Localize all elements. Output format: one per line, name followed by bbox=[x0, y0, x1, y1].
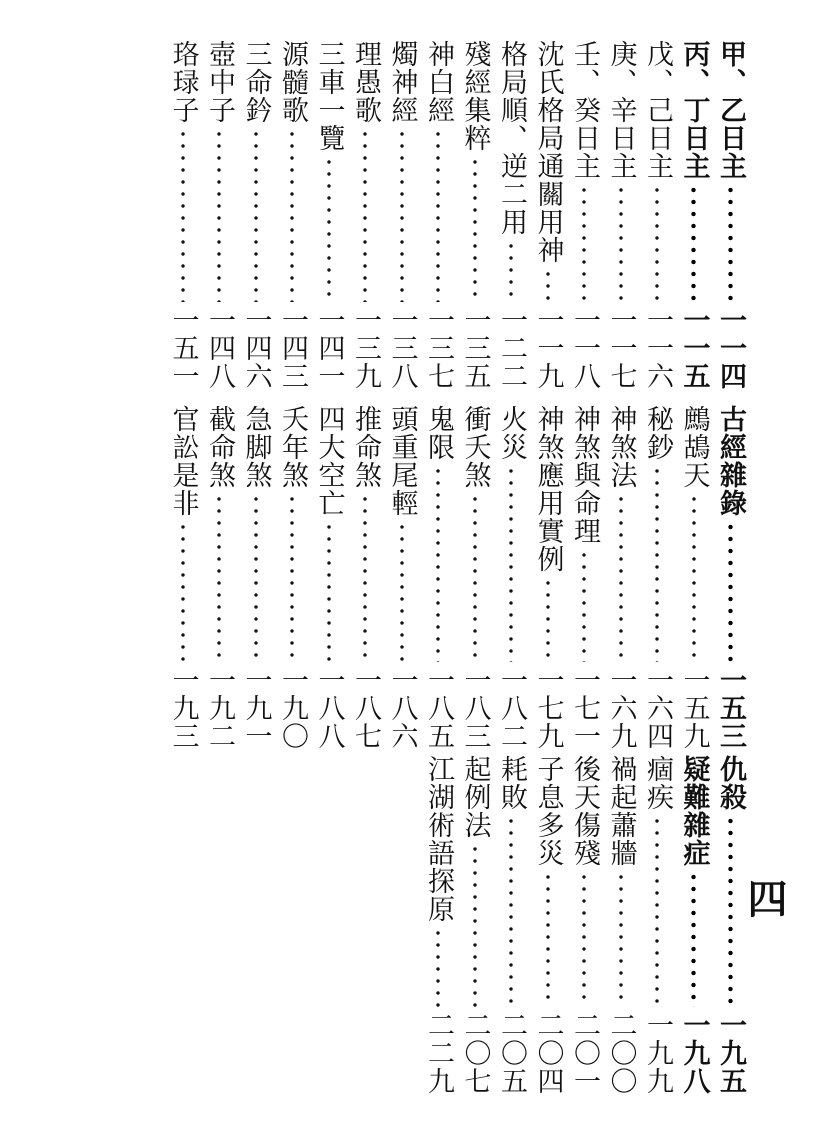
toc-entry-title: 理愚歌 bbox=[350, 40, 381, 124]
toc-entry bbox=[639, 40, 675, 390]
toc-entry-page: 一八六 bbox=[386, 666, 418, 750]
toc-entry-title: 甲、乙日主 bbox=[715, 40, 746, 180]
toc-leader-dots bbox=[217, 493, 221, 662]
toc-entry-page: 一六九 bbox=[605, 666, 637, 750]
toc-entry bbox=[384, 405, 420, 750]
toc-entry bbox=[566, 405, 602, 750]
toc-entry-title: 秘鈔 bbox=[642, 405, 673, 461]
toc-leader-dots bbox=[290, 128, 294, 302]
toc-entry-page: 一三八 bbox=[386, 306, 418, 390]
toc-entry-title: 起例法 bbox=[459, 755, 491, 839]
toc-entry-title: 神煞法 bbox=[605, 405, 637, 489]
toc-entry-title: 耗敗 bbox=[496, 755, 527, 811]
toc-entry bbox=[165, 405, 201, 750]
toc-entry-title: 壬、癸日主 bbox=[569, 40, 600, 180]
toc-entry-page: 一九八 bbox=[678, 1011, 710, 1095]
toc-entry bbox=[347, 405, 383, 750]
toc-entry bbox=[238, 405, 274, 750]
toc-leader-dots bbox=[582, 184, 586, 302]
toc-entry bbox=[712, 40, 748, 390]
toc-entry-title: 戊、己日主 bbox=[642, 40, 673, 180]
toc-band-middle bbox=[0, 405, 823, 750]
toc-entry-page: 一三五 bbox=[459, 306, 491, 390]
toc-entry bbox=[639, 405, 675, 750]
toc-entry bbox=[384, 40, 420, 390]
toc-entry-title: 仇殺 bbox=[715, 755, 746, 811]
toc-entry bbox=[530, 40, 566, 390]
toc-leader-dots bbox=[691, 871, 696, 1007]
toc-entry bbox=[311, 405, 347, 750]
toc-leader-dots bbox=[436, 927, 440, 1007]
toc-leader-dots bbox=[290, 493, 294, 662]
toc-leader-dots bbox=[363, 493, 367, 662]
toc-leader-dots bbox=[655, 815, 659, 1007]
toc-entry-title: 四大空亡 bbox=[313, 405, 345, 517]
toc-entry bbox=[603, 755, 639, 1095]
toc-entry-title: 殘經集粹 bbox=[459, 40, 491, 152]
toc-entry-page: 一一五 bbox=[678, 306, 710, 390]
toc-leader-dots bbox=[619, 493, 623, 662]
toc-entry-title: 三車一覽 bbox=[313, 40, 345, 152]
toc-entry bbox=[274, 40, 310, 390]
toc-entry-page: 一四一 bbox=[313, 306, 345, 390]
toc-entry bbox=[238, 40, 274, 390]
toc-entry bbox=[420, 405, 456, 750]
toc-entry-title: 沈氏格局通關用神 bbox=[532, 40, 564, 264]
toc-entry-title: 火災 bbox=[496, 405, 527, 461]
toc-entry-title: 珞琭子 bbox=[167, 40, 199, 124]
toc-entry-title: 神煞應用實例 bbox=[532, 405, 564, 573]
toc-entry-page: 一一六 bbox=[642, 306, 673, 390]
toc-leader-dots bbox=[728, 184, 733, 302]
toc-entry-title: 庚、辛日主 bbox=[605, 40, 637, 180]
toc-entry bbox=[603, 405, 639, 750]
toc-entry-page: 一四六 bbox=[240, 306, 272, 390]
toc-leader-dots bbox=[509, 240, 513, 302]
toc-leader-dots bbox=[582, 549, 586, 662]
toc-leader-dots bbox=[473, 493, 477, 662]
toc-entry bbox=[566, 40, 602, 390]
toc-entry-page: 一一八 bbox=[569, 306, 600, 390]
toc-entry bbox=[712, 405, 748, 750]
toc-entry-page: 一二二 bbox=[496, 306, 527, 390]
toc-leader-dots bbox=[327, 521, 331, 662]
toc-entry bbox=[347, 40, 383, 390]
toc-entry bbox=[420, 40, 456, 390]
toc-leader-dots bbox=[619, 184, 623, 302]
toc-entry-page: 一八八 bbox=[313, 666, 345, 750]
toc-entry-title: 夭年煞 bbox=[277, 405, 308, 489]
toc-leader-dots bbox=[400, 521, 404, 662]
toc-leader-dots bbox=[655, 184, 659, 302]
toc-leader-dots bbox=[546, 577, 550, 662]
toc-entry-page: 一七一 bbox=[569, 666, 600, 750]
toc-entry bbox=[274, 405, 310, 750]
toc-leader-dots bbox=[254, 493, 258, 662]
toc-entry-page: 一九九 bbox=[642, 1011, 673, 1095]
toc-entry-page: 二〇七 bbox=[459, 1011, 491, 1095]
toc-entry-title: 格局順、逆二用 bbox=[496, 40, 527, 236]
toc-entry-title: 燭神經 bbox=[386, 40, 418, 124]
toc-entry bbox=[201, 40, 237, 390]
toc-entry-page: 一八七 bbox=[350, 666, 381, 750]
toc-entry bbox=[712, 755, 748, 1095]
page-number: 四 bbox=[741, 878, 788, 918]
toc-leader-dots bbox=[655, 465, 659, 662]
toc-entry-title: 丙、丁日主 bbox=[678, 40, 710, 180]
toc-leader-dots bbox=[728, 815, 733, 1007]
toc-entry-title: 截命煞 bbox=[204, 405, 235, 489]
toc-entry bbox=[530, 405, 566, 750]
toc-entry-title: 源髓歌 bbox=[277, 40, 308, 124]
toc-entry-page: 一八二 bbox=[496, 666, 527, 750]
toc-entry-title: 後天傷殘 bbox=[569, 755, 600, 867]
toc-entry bbox=[201, 405, 237, 750]
toc-entry-title: 鬼限 bbox=[423, 405, 454, 461]
toc-entry-page: 一三七 bbox=[423, 306, 454, 390]
toc-entry-title: 神煞與命理 bbox=[569, 405, 600, 545]
toc-leader-dots bbox=[363, 128, 367, 302]
toc-leader-dots bbox=[400, 128, 404, 302]
toc-entry bbox=[603, 40, 639, 390]
toc-leader-dots bbox=[473, 843, 477, 1007]
toc-entry-page: 一九五 bbox=[715, 1011, 746, 1095]
toc-entry-page: 一八五 bbox=[423, 666, 454, 750]
toc-entry-title: 鷓鴣天 bbox=[678, 405, 710, 489]
toc-leader-dots bbox=[691, 184, 696, 302]
toc-leader-dots bbox=[436, 465, 440, 662]
toc-leader-dots bbox=[546, 268, 550, 302]
toc-entry bbox=[457, 405, 493, 750]
toc-entry-title: 衝夭煞 bbox=[459, 405, 491, 489]
toc-entry-page: 一一四 bbox=[715, 306, 746, 390]
toc-entry bbox=[676, 40, 712, 390]
toc-leader-dots bbox=[728, 521, 733, 662]
toc-entry-page: 一五九 bbox=[678, 666, 710, 750]
toc-entry-page: 一九二 bbox=[204, 666, 235, 750]
toc-entry-title: 古經雜錄 bbox=[715, 405, 746, 517]
toc-entry bbox=[530, 755, 566, 1095]
toc-entry-page: 一六四 bbox=[642, 666, 673, 750]
toc-leader-dots bbox=[327, 156, 331, 302]
toc-entry-title: 疑難雜症 bbox=[678, 755, 710, 867]
toc-entry-page: 一五三 bbox=[715, 666, 746, 750]
toc-entry-page: 一九〇 bbox=[277, 666, 308, 750]
toc-entry-title: 子息多災 bbox=[532, 755, 564, 867]
toc-entry-page: 一七九 bbox=[532, 666, 564, 750]
toc-entry bbox=[420, 755, 456, 1095]
toc-leader-dots bbox=[692, 493, 696, 662]
toc-leader-dots bbox=[436, 128, 440, 302]
toc-entry-page: 一八三 bbox=[459, 666, 491, 750]
toc-leader-dots bbox=[254, 128, 258, 302]
toc-leader-dots bbox=[619, 871, 623, 1007]
toc-entry-page: 一九一 bbox=[240, 666, 272, 750]
toc-entry bbox=[676, 755, 712, 1095]
toc-entry-page: 一四八 bbox=[204, 306, 235, 390]
toc-entry-title: 禍起蕭牆 bbox=[605, 755, 637, 867]
toc-entry bbox=[311, 40, 347, 390]
toc-entry-page: 二〇〇 bbox=[605, 1011, 637, 1095]
toc-entry bbox=[493, 405, 529, 750]
toc-entry-title: 急脚煞 bbox=[240, 405, 272, 489]
toc-entry-page: 一三九 bbox=[350, 306, 381, 390]
toc-leader-dots bbox=[509, 815, 513, 1007]
toc-entry-title: 神白經 bbox=[423, 40, 454, 124]
toc-leader-dots bbox=[509, 465, 513, 662]
toc-entry bbox=[566, 755, 602, 1095]
toc-band-top bbox=[0, 40, 823, 390]
toc-entry-page: 二〇四 bbox=[532, 1011, 564, 1095]
toc-entry-title: 壺中子 bbox=[204, 40, 235, 124]
toc-entry-title: 官訟是非 bbox=[167, 405, 199, 517]
toc-entry bbox=[676, 405, 712, 750]
toc-band-bottom bbox=[0, 755, 823, 1095]
toc-entry-page: 一五一 bbox=[167, 306, 199, 390]
toc-entry-page: 二〇一 bbox=[569, 1011, 600, 1095]
toc-leader-dots bbox=[181, 521, 185, 662]
toc-entry bbox=[493, 755, 529, 1095]
toc-entry bbox=[457, 40, 493, 390]
toc-entry bbox=[639, 755, 675, 1095]
toc-leader-dots bbox=[473, 156, 477, 302]
toc-entry-title: 痼疾 bbox=[642, 755, 673, 811]
toc-entry-title: 頭重尾輕 bbox=[386, 405, 418, 517]
toc-leader-dots bbox=[217, 128, 221, 302]
toc-leader-dots bbox=[582, 871, 586, 1007]
toc-entry bbox=[165, 40, 201, 390]
toc-entry-title: 江湖術語探原 bbox=[423, 755, 454, 923]
toc-entry-page: 一四三 bbox=[277, 306, 308, 390]
toc-entry-title: 推命煞 bbox=[350, 405, 381, 489]
toc-entry-page: 一一七 bbox=[605, 306, 637, 390]
toc-entry-page: 二〇五 bbox=[496, 1011, 527, 1095]
toc-leader-dots bbox=[181, 128, 185, 302]
toc-entry-title: 三命鈐 bbox=[240, 40, 272, 124]
toc-entry-page: 二二九 bbox=[423, 1011, 454, 1095]
toc-entry bbox=[457, 755, 493, 1095]
toc-entry-page: 一一九 bbox=[532, 306, 564, 390]
toc-leader-dots bbox=[546, 871, 550, 1007]
toc-entry bbox=[493, 40, 529, 390]
toc-entry-page: 一九三 bbox=[167, 666, 199, 750]
